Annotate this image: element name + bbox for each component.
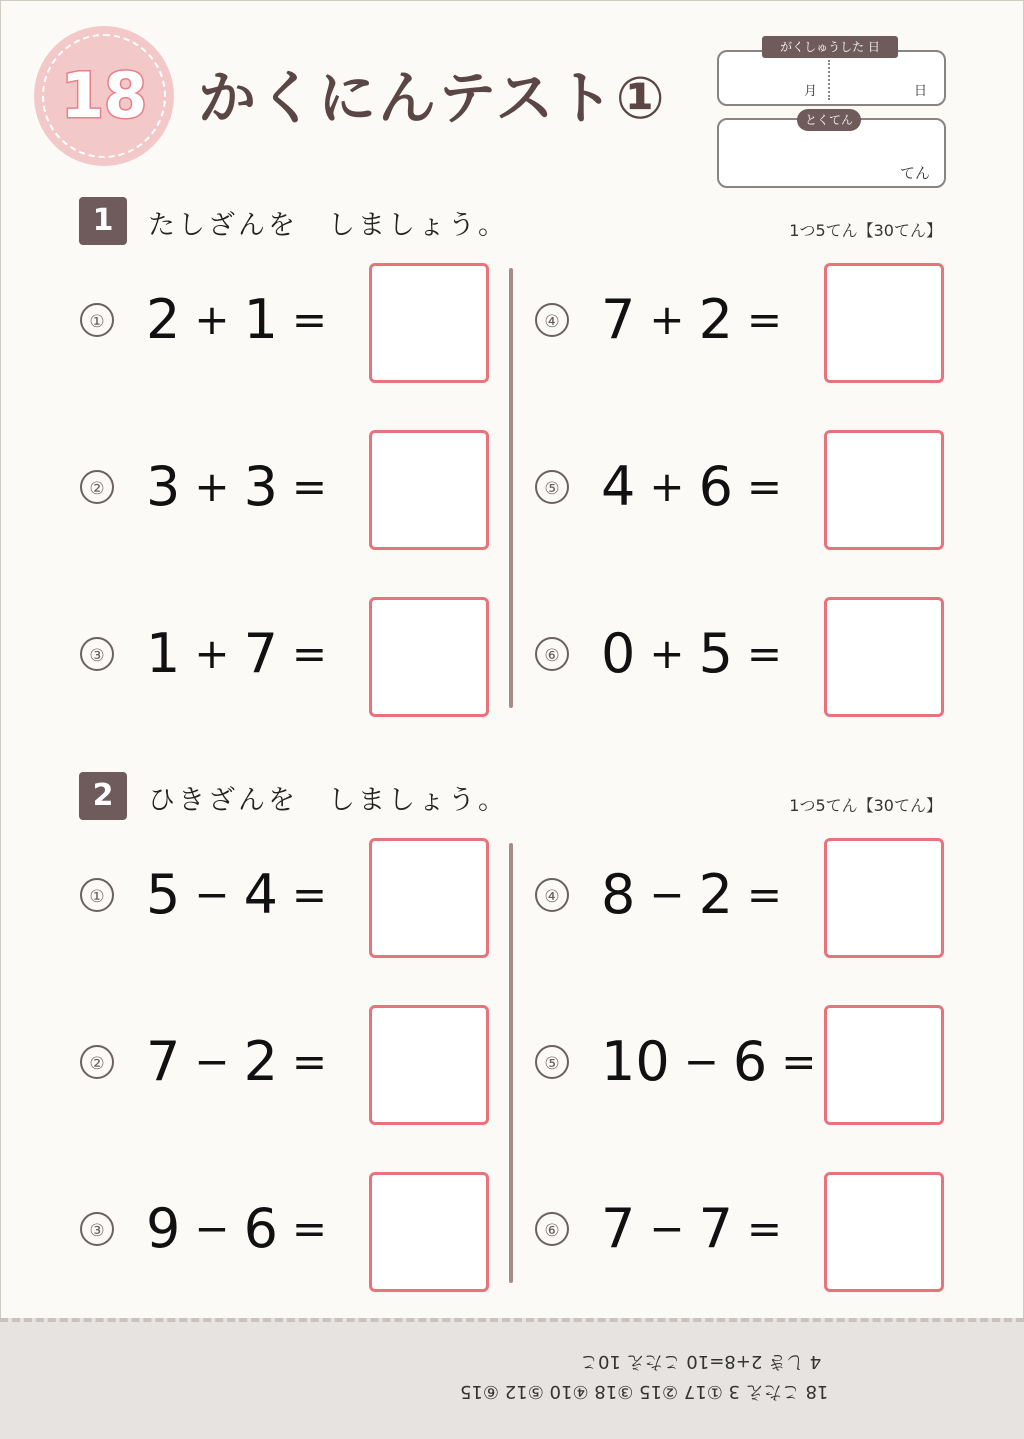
section-2-instruction: ひきざんを しましょう。 [148,785,508,816]
section-1-number: 1 [79,197,127,245]
problem-2-1 [80,838,490,956]
problem-expression: 3 + 3 = [146,455,328,518]
problem-expression: 9 − 6 = [146,1197,328,1260]
problem-mark: ④ [535,878,569,912]
answer-key-line-2: 18 こたえ 3 ①17 ②15 ③18 ④10 ⑤12 ⑥15 [460,1381,829,1402]
problem-1-1 [80,263,490,381]
answer-box[interactable] [824,1005,944,1125]
problem-mark: ② [80,470,114,504]
problem-mark: ③ [80,1212,114,1246]
problem-mark: ⑤ [535,470,569,504]
answer-box[interactable] [824,263,944,383]
problem-expression: 8 − 2 = [601,863,783,926]
problem-1-3 [80,597,490,715]
problem-2-4 [535,838,945,956]
problem-mark: ④ [535,303,569,337]
section-1-instruction: たしざんを しましょう。 [148,210,508,241]
problem-expression: 7 − 7 = [601,1197,783,1260]
answer-box[interactable] [824,430,944,550]
problem-1-5 [535,430,945,548]
cut-line [0,1318,1024,1322]
section-1-points: 1つ5てん【30てん】 [789,221,942,240]
answer-key-line-1: 4 しき 2+8=10 こたえ 10こ [580,1351,822,1372]
problem-expression: 1 + 7 = [146,622,328,685]
study-date-label: がくしゅうした 日 [762,36,898,58]
problem-1-6 [535,597,945,715]
problem-mark: ⑥ [535,1212,569,1246]
lesson-number: 18 [60,59,148,132]
section-2-divider [509,843,513,1283]
problem-mark: ① [80,303,114,337]
section-2-number: 2 [79,772,127,820]
problem-2-3 [80,1172,490,1290]
answer-key-footer [0,1318,1024,1439]
month-label: 月 [804,84,818,99]
problem-expression: 7 + 2 = [601,288,783,351]
date-separator [828,60,830,100]
problem-2-5 [535,1005,945,1123]
answer-box[interactable] [824,597,944,717]
section-1-divider [509,268,513,708]
problem-mark: ③ [80,637,114,671]
problem-mark: ⑤ [535,1045,569,1079]
score-label: とくてん [797,109,861,131]
problem-expression: 2 + 1 = [146,288,328,351]
answer-box[interactable] [824,1172,944,1292]
study-date-box[interactable] [717,50,946,106]
problem-mark: ② [80,1045,114,1079]
page-title: かくにんテスト① [198,64,667,132]
answer-box[interactable] [369,263,489,383]
problem-expression: 0 + 5 = [601,622,783,685]
problem-mark: ⑥ [535,637,569,671]
score-unit: てん [900,164,931,182]
answer-box[interactable] [824,838,944,958]
problem-expression: 10 − 6 = [601,1030,817,1093]
problem-mark: ① [80,878,114,912]
problem-1-4 [535,263,945,381]
problem-2-2 [80,1005,490,1123]
answer-box[interactable] [369,597,489,717]
lesson-number-badge [34,26,174,166]
answer-box[interactable] [369,1172,489,1292]
answer-box[interactable] [369,838,489,958]
answer-box[interactable] [369,1005,489,1125]
problem-expression: 4 + 6 = [601,455,783,518]
problem-1-2 [80,430,490,548]
section-2-points: 1つ5てん【30てん】 [789,796,942,815]
problem-2-6 [535,1172,945,1290]
answer-box[interactable] [369,430,489,550]
problem-expression: 5 − 4 = [146,863,328,926]
problem-expression: 7 − 2 = [146,1030,328,1093]
day-label: 日 [914,84,928,99]
